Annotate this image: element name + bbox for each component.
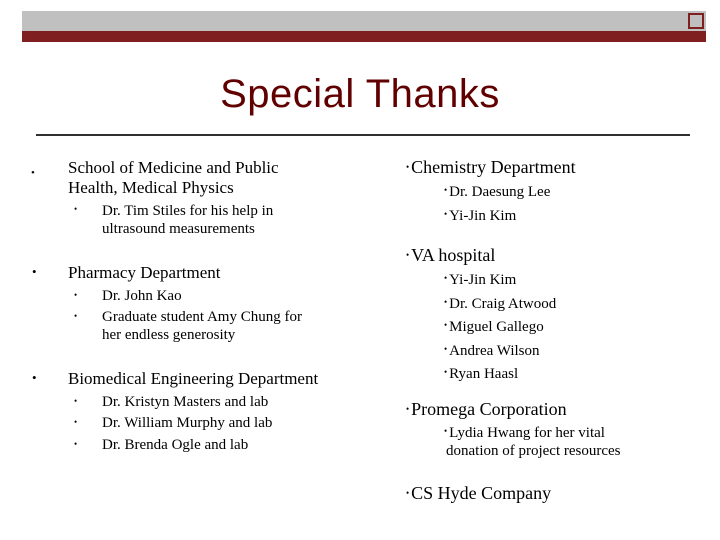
bullet-icon: •	[74, 290, 78, 300]
bullet-icon: •	[31, 167, 35, 179]
list-subitem	[102, 414, 272, 432]
bullet-icon: •	[406, 488, 410, 498]
bullet-icon: •	[444, 273, 448, 283]
list-subitems	[444, 422, 621, 460]
list-subitem	[444, 180, 550, 204]
list-subitem-text: Dr. Daesung Lee	[449, 184, 551, 200]
bullet-icon: •	[406, 162, 410, 172]
list-item	[406, 245, 495, 266]
list-item-heading: Health, Medical Physics	[68, 178, 234, 197]
list-subitem-text: Lydia Hwang for her vital	[449, 425, 605, 441]
list-subitem	[444, 292, 556, 316]
list-subitem	[102, 202, 273, 238]
bullet-icon: •	[32, 264, 37, 279]
list-item-heading: Chemistry Department	[411, 157, 576, 177]
list-subitem-text: Yi-Jin Kim	[449, 272, 517, 288]
list-subitem	[444, 268, 556, 292]
list-subitem-text: Dr. Tim Stiles for his help in	[102, 203, 274, 219]
list-subitem	[444, 315, 556, 339]
list-subitems	[444, 268, 556, 386]
bullet-icon: •	[444, 426, 448, 436]
list-subitem	[102, 436, 248, 454]
list-subitem-text: ultrasound measurements	[102, 221, 255, 237]
list-subitem-text: Yi-Jin Kim	[449, 207, 517, 224]
list-subitem	[444, 362, 556, 386]
list-item-heading: Biomedical Engineering Department	[68, 369, 319, 388]
list-subitem	[102, 287, 182, 305]
bullet-icon: •	[444, 208, 448, 219]
list-item	[406, 399, 567, 420]
bullet-icon: •	[32, 370, 37, 385]
list-subitem-text: donation of project resources	[446, 443, 621, 459]
list-subitem-text: Dr. Craig Atwood	[449, 295, 557, 312]
list-item	[68, 263, 220, 283]
list-item	[406, 483, 551, 504]
list-item-heading: Pharmacy Department	[68, 263, 221, 282]
bullet-icon: •	[74, 204, 78, 214]
list-subitem-text: Andrea Wilson	[449, 342, 540, 359]
bullet-icon: •	[406, 250, 410, 260]
bullet-icon: •	[406, 404, 410, 414]
bullet-icon: •	[444, 367, 448, 377]
list-item-heading: Promega Corporation	[411, 399, 567, 419]
bullet-icon: •	[444, 343, 448, 354]
list-subitem	[102, 308, 302, 344]
list-subitem-text: Ryan Haasl	[449, 366, 519, 382]
title-divider	[36, 134, 690, 136]
slide-title: Special Thanks	[220, 72, 500, 116]
corner-square-icon	[688, 13, 704, 29]
list-subitem	[444, 339, 556, 363]
bullet-icon: •	[74, 439, 78, 449]
list-subitem-text: Miguel Gallego	[449, 319, 544, 335]
list-subitem	[444, 442, 621, 460]
list-item	[68, 158, 279, 198]
list-subitem	[102, 393, 268, 411]
list-item-heading: CS Hyde Company	[411, 483, 552, 503]
bullet-icon: •	[444, 320, 448, 330]
list-item-heading: School of Medicine and Public	[68, 158, 279, 177]
list-item	[68, 369, 318, 389]
title-bar-maroon	[22, 31, 706, 42]
bullet-icon: •	[74, 396, 78, 406]
bullet-icon: •	[74, 311, 78, 321]
list-subitems	[444, 180, 550, 227]
list-subitem	[444, 422, 621, 442]
bullet-icon: •	[74, 417, 78, 427]
list-subitem-text: Dr. William Murphy and lab	[102, 415, 273, 431]
title-bar-gray	[22, 11, 706, 31]
bullet-icon: •	[444, 296, 448, 307]
list-item-heading: VA hospital	[411, 245, 496, 265]
list-subitem-text: Dr. Brenda Ogle and lab	[102, 437, 249, 453]
list-subitem-text: her endless generosity	[102, 327, 236, 343]
list-subitem-text: Dr. Kristyn Masters and lab	[102, 394, 269, 410]
bullet-icon: •	[444, 185, 448, 195]
list-subitem-text: Graduate student Amy Chung for	[102, 309, 302, 325]
list-item	[406, 157, 576, 178]
list-subitem-text: Dr. John Kao	[102, 288, 182, 304]
list-subitem	[444, 204, 550, 228]
